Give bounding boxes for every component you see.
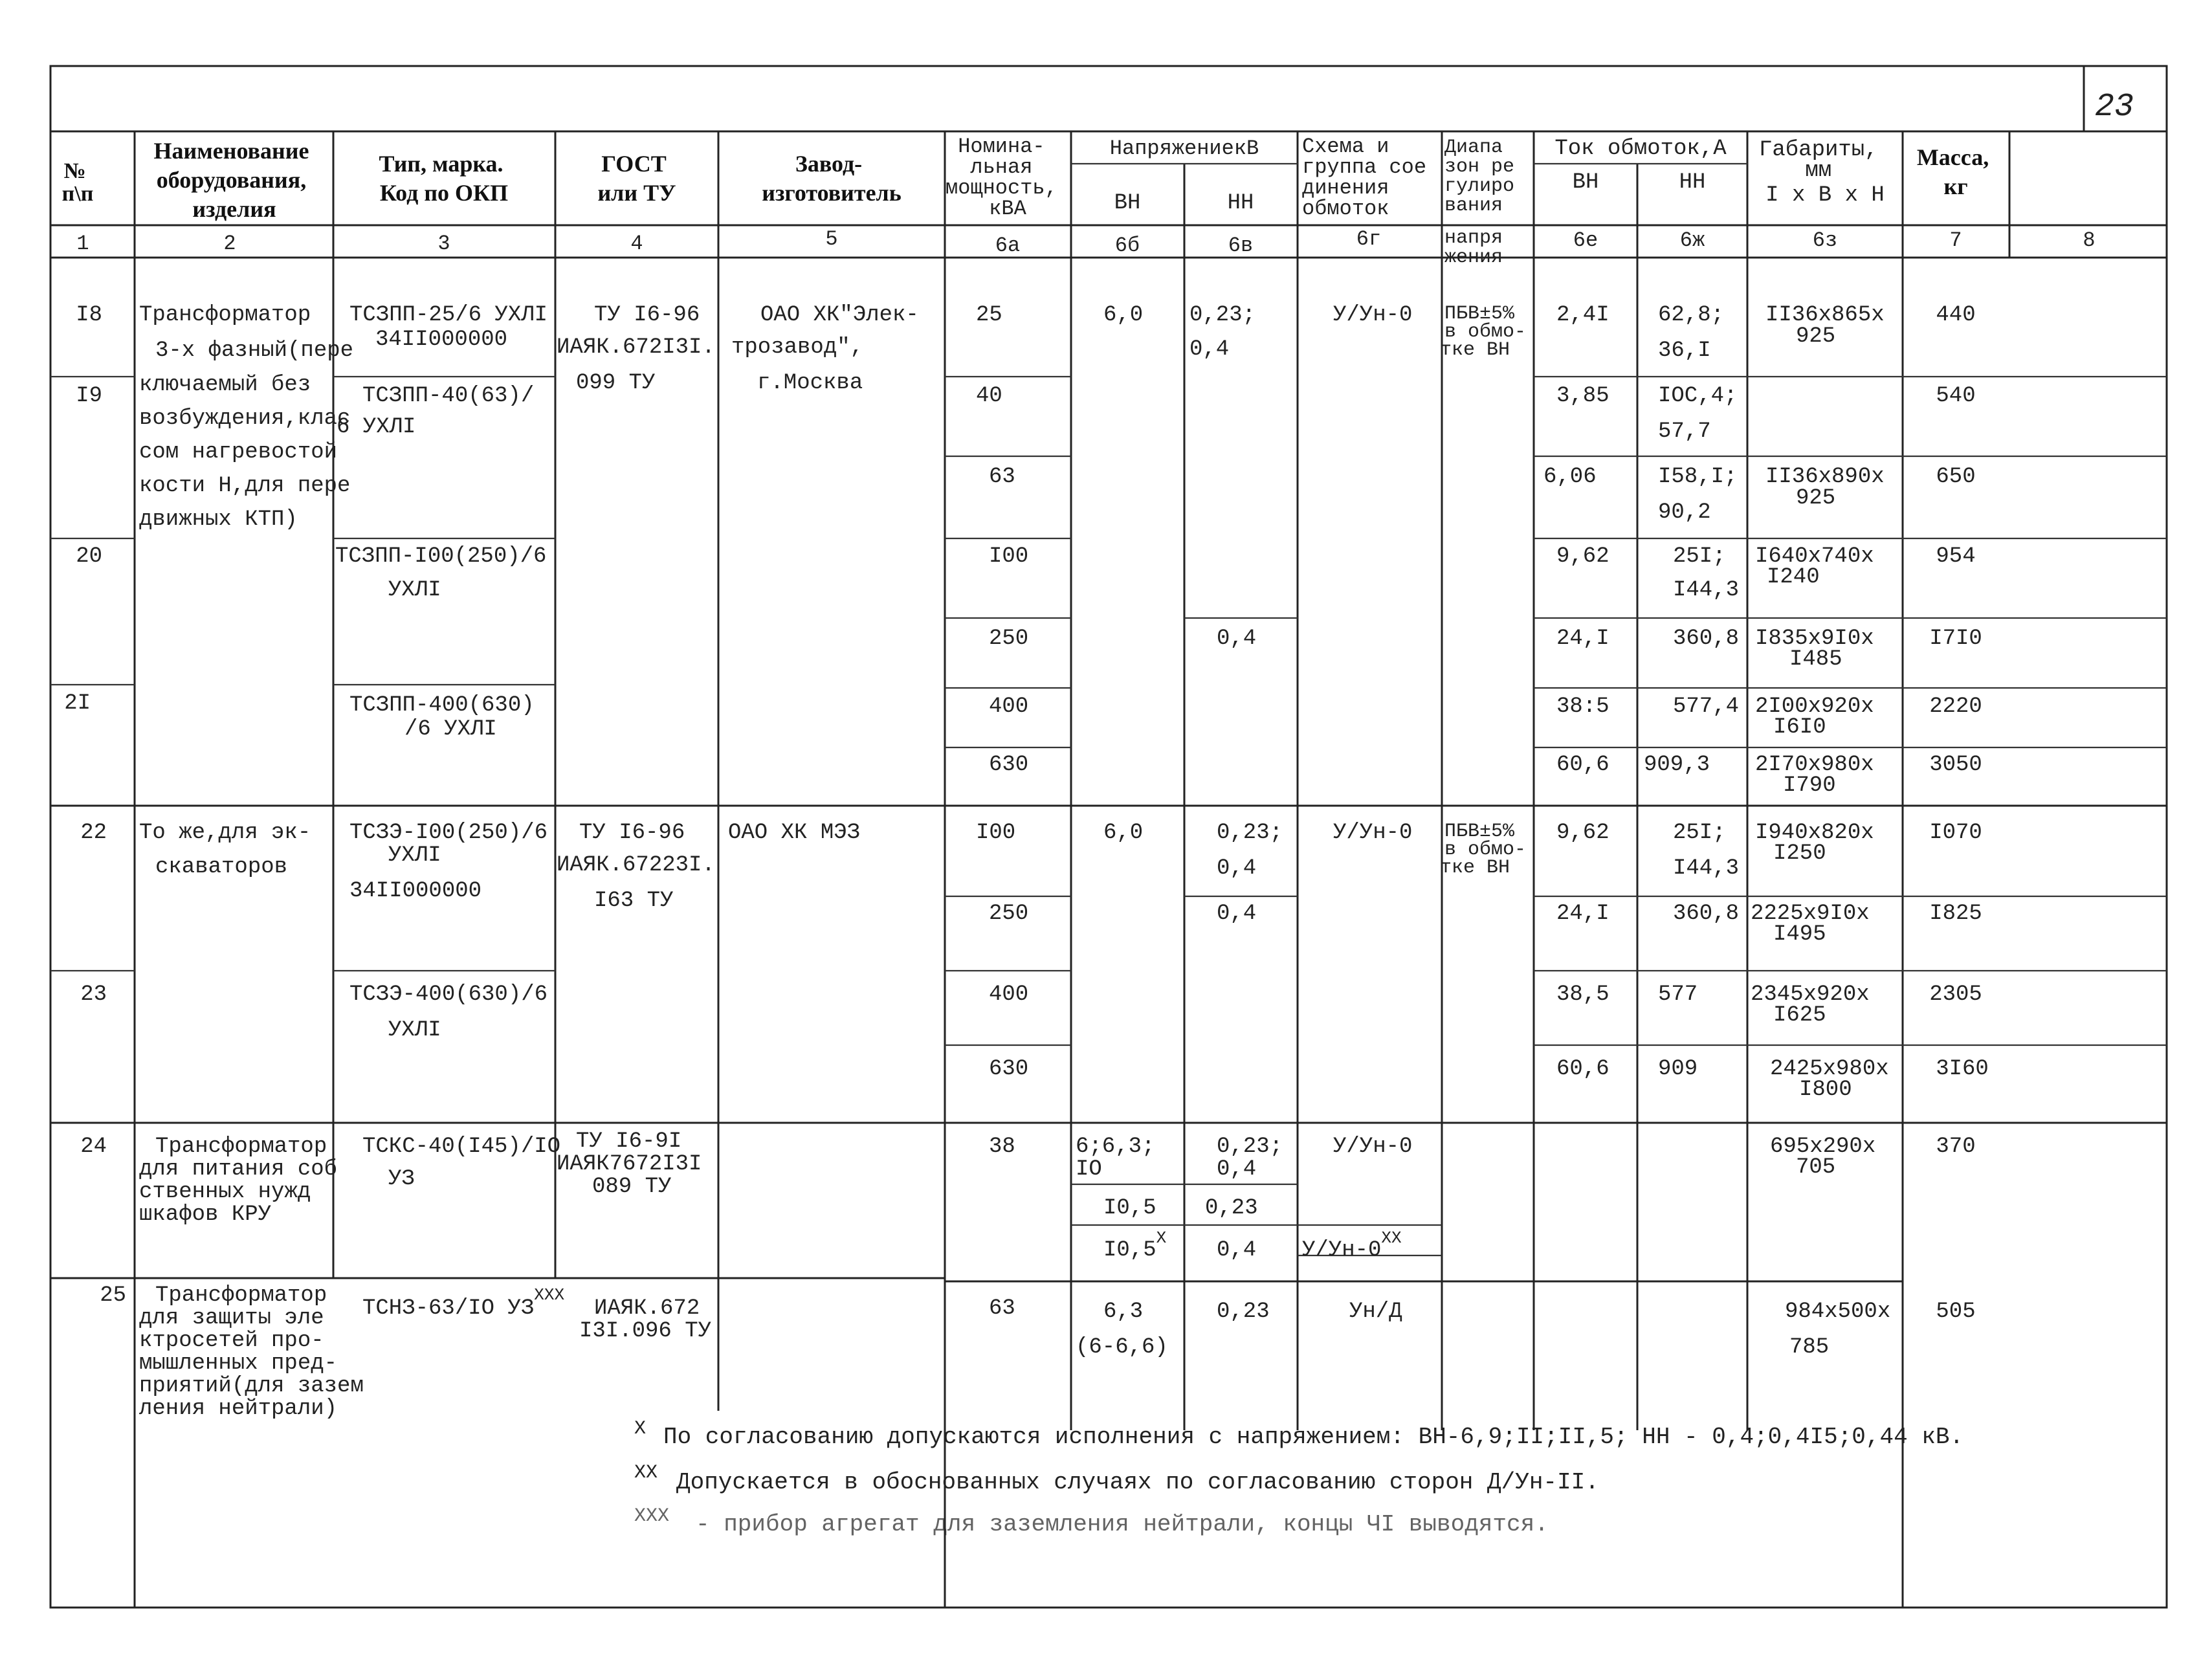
current-vn-values xyxy=(1543,303,1609,1081)
svg-text:I7I0: I7I0 xyxy=(1929,626,1982,651)
header-dims: Габариты, мм I х В х Н xyxy=(1758,138,1885,208)
scheme-a: У/Ун-0 xyxy=(1333,303,1413,327)
header-nn: НН xyxy=(1227,191,1254,216)
footnote-2: ХХ Допускается в обоснованных случаях по согласованию сторон Д/Ун-II. xyxy=(634,1462,1599,1496)
footnote-3: ХХХ - прибор агрегат для заземления нейтрали, концы ЧI выводятся. xyxy=(634,1505,1549,1538)
nn-b: 0,23; 0,4 xyxy=(1217,821,1283,881)
scheme-b: У/Ун-0 xyxy=(1333,821,1413,845)
range-b: ПБВ±5% в обмо-тке ВН xyxy=(1440,821,1527,879)
svg-text:38: 38 xyxy=(989,1134,1015,1159)
header-number: № п\п xyxy=(61,159,94,206)
svg-text:577: 577 xyxy=(1658,982,1698,1007)
vn-c: 6;6,3; IO xyxy=(1076,1134,1155,1182)
svg-text:250: 250 xyxy=(989,901,1029,926)
plant-a: ОАО ХК"Элек-трозавод", г.Москва xyxy=(731,303,919,395)
svg-text:24,I: 24,I xyxy=(1556,901,1609,926)
nn-a2: 0,4 xyxy=(1217,626,1257,651)
svg-text:I835х9I0хI485: I835х9I0х I485 xyxy=(1755,626,1874,672)
type-25: ТСНЗ-63/IO $УЗ^{ХХХ}$ xyxy=(362,1285,565,1321)
svg-text:6е: 6е xyxy=(1573,228,1598,252)
vn-c3: $I0,5^Х$ xyxy=(1103,1228,1167,1263)
gost-d: ИАЯК.672 I3I.096 ТУ xyxy=(579,1296,712,1343)
svg-text:6,06: 6,06 xyxy=(1543,465,1597,489)
svg-text:7: 7 xyxy=(1949,228,1962,252)
svg-text:2425х980хI800: 2425х980х I800 xyxy=(1770,1057,1889,1102)
svg-text:23: 23 xyxy=(80,982,107,1007)
svg-text:3I60: 3I60 xyxy=(1936,1057,1989,1081)
gost-c: ТУ I6-9I ИАЯК7672I3I 089 ТУ xyxy=(557,1129,702,1199)
svg-text:62,8;36,I: 62,8; 36,I xyxy=(1658,303,1725,363)
header-scheme: Схема и группа сое динения обмоток xyxy=(1302,135,1427,221)
type-23: ТСЗЭ-400(630)/6 УХЛI xyxy=(349,982,548,1043)
svg-text:60,6: 60,6 xyxy=(1556,753,1609,777)
scheme-d: Ун/Д xyxy=(1349,1299,1402,1324)
svg-text:40: 40 xyxy=(976,384,1002,408)
type-19: ТСЗПП-40(63)/ 6 УХЛI xyxy=(337,384,535,439)
svg-text:I00: I00 xyxy=(976,821,1016,845)
svg-text:II36х865х925: II36х865х 925 xyxy=(1765,303,1885,349)
svg-text:I8: I8 xyxy=(76,303,102,327)
header-current-vn: ВН xyxy=(1572,170,1599,195)
svg-text:505: 505 xyxy=(1936,1299,1976,1324)
range-a: ПБВ±5% в обмо-тке ВН xyxy=(1440,303,1527,361)
page-number: 23 xyxy=(2095,89,2134,126)
header-name: Наименование оборудования, изделия xyxy=(153,138,309,222)
type-24: ТСКС-40(I45)/IO УЗ xyxy=(362,1134,561,1191)
svg-text:6б: 6б xyxy=(1114,234,1140,258)
svg-text:25: 25 xyxy=(100,1283,126,1308)
svg-text:38,5: 38,5 xyxy=(1556,982,1609,1007)
svg-text:440: 440 xyxy=(1936,303,1976,327)
svg-text:2I: 2I xyxy=(64,691,91,716)
nn-b2: 0,4 xyxy=(1217,901,1257,926)
plant-b: ОАО ХК МЭЗ xyxy=(728,821,861,845)
current-nn-values xyxy=(1644,303,1739,1081)
svg-text:984х500х785: 984х500х 785 xyxy=(1785,1299,1891,1360)
svg-text:20: 20 xyxy=(76,544,102,569)
header-vn: ВН xyxy=(1114,191,1141,216)
svg-text:4: 4 xyxy=(630,232,643,256)
svg-text:25I;I44,3: 25I; I44,3 xyxy=(1673,821,1740,881)
svg-text:2345х920хI625: 2345х920х I625 xyxy=(1751,982,1870,1028)
svg-text:400: 400 xyxy=(989,982,1029,1007)
svg-text:909: 909 xyxy=(1658,1057,1698,1081)
svg-text:954: 954 xyxy=(1936,544,1976,569)
svg-text:695х290х705: 695х290х 705 xyxy=(1770,1134,1876,1180)
svg-text:63: 63 xyxy=(989,1296,1015,1321)
scheme-c: У/Ун-0 xyxy=(1333,1134,1413,1159)
svg-text:360,8: 360,8 xyxy=(1673,626,1740,651)
table-header xyxy=(62,135,1995,269)
svg-text:I070: I070 xyxy=(1929,821,1982,845)
svg-text:9,62: 9,62 xyxy=(1556,821,1609,845)
svg-text:360,8: 360,8 xyxy=(1673,901,1740,926)
footnotes xyxy=(634,1414,1963,1538)
svg-text:400: 400 xyxy=(989,694,1029,719)
svg-text:3,85: 3,85 xyxy=(1556,384,1609,408)
svg-text:22: 22 xyxy=(80,821,107,845)
svg-text:3: 3 xyxy=(437,232,450,256)
svg-text:8: 8 xyxy=(2083,228,2096,252)
svg-text:3050: 3050 xyxy=(1929,753,1982,777)
svg-text:24: 24 xyxy=(80,1134,107,1159)
vn-c2: I0,5 xyxy=(1103,1196,1156,1221)
svg-text:370: 370 xyxy=(1936,1134,1976,1159)
nn-d: 0,23 xyxy=(1217,1299,1270,1324)
svg-text:6ж: 6ж xyxy=(1679,228,1705,252)
name-excavators: То же,для эк- скаваторов xyxy=(139,821,311,879)
svg-text:2220: 2220 xyxy=(1929,694,1982,719)
nn-c3: 0,4 xyxy=(1217,1238,1257,1263)
header-gost: ГОСТ или ТУ xyxy=(597,151,676,206)
svg-text:I58,I;90,2: I58,I; 90,2 xyxy=(1658,465,1738,525)
vn-b: 6,0 xyxy=(1103,821,1144,845)
dims-values xyxy=(1751,303,1890,1360)
name-grounding-transformer: Трансформатор для защиты эле ктросетей про- мышленных пред- приятий(для зазем ления нейтрали) xyxy=(139,1283,364,1421)
type-20: ТСЗПП-I00(250)/6 УХЛI xyxy=(335,544,547,602)
svg-text:5: 5 xyxy=(825,227,838,251)
svg-text:9,62: 9,62 xyxy=(1556,544,1609,569)
svg-text:540: 540 xyxy=(1936,384,1976,408)
svg-text:I825: I825 xyxy=(1929,901,1982,926)
svg-text:2,4I: 2,4I xyxy=(1556,303,1609,327)
svg-text:650: 650 xyxy=(1936,465,1976,489)
svg-text:2225х9I0хI495: 2225х9I0х I495 xyxy=(1751,901,1870,947)
header-current: Ток обмоток,А xyxy=(1554,137,1727,161)
svg-text:24,I: 24,I xyxy=(1556,626,1609,651)
svg-text:2: 2 xyxy=(223,232,236,256)
svg-text:6а: 6а xyxy=(995,234,1021,258)
header-range: Диапа зон ре гулиро вания напря жения xyxy=(1444,137,1515,269)
svg-text:2I70х980хI790: 2I70х980х I790 xyxy=(1755,753,1874,798)
svg-text:I9: I9 xyxy=(76,384,102,408)
vn-d: 6,3 (6-6,6) xyxy=(1076,1299,1168,1360)
svg-text:2I00х920хI6I0: 2I00х920х I6I0 xyxy=(1755,694,1874,740)
svg-text:38:5: 38:5 xyxy=(1556,694,1609,719)
svg-text:I940х820хI250: I940х820х I250 xyxy=(1755,821,1874,866)
vn-a: 6,0 xyxy=(1103,303,1144,327)
nn-a: 0,23; 0,4 xyxy=(1189,303,1256,362)
gost-a: ТУ I6-96 ИАЯК.672I3I. 099 ТУ xyxy=(557,303,715,395)
svg-text:250: 250 xyxy=(989,626,1029,651)
svg-text:25: 25 xyxy=(976,303,1002,327)
header-voltage: НапряжениекВ xyxy=(1109,137,1259,160)
svg-text:63: 63 xyxy=(989,465,1015,489)
svg-text:2305: 2305 xyxy=(1929,982,1982,1007)
svg-text:630: 630 xyxy=(989,753,1029,777)
header-plant: Завод- изготовитель xyxy=(762,151,901,206)
table-body xyxy=(64,303,1989,1421)
type-18: ТСЗПП-25/6 УХЛI 34II000000 xyxy=(349,303,548,352)
header-power: Номина- льная мощность, кВА xyxy=(945,135,1057,221)
svg-text:1: 1 xyxy=(76,232,89,256)
header-type: Тип, марка. Код по ОКП xyxy=(379,151,509,206)
svg-text:6г: 6г xyxy=(1356,227,1382,251)
svg-text:577,4: 577,4 xyxy=(1673,694,1740,719)
svg-text:I00: I00 xyxy=(989,544,1029,569)
footnote-1: Х По согласованию допускаются исполнения с напряжением: ВН-6,9;II;II,5; НН - 0,4;0,4I5;0,44 кВ. xyxy=(634,1418,1964,1450)
name-kru-transformer: Трансформатор для питания соб ственных нужд шкафов КРУ xyxy=(139,1134,338,1227)
header-mass: Масса, кг xyxy=(1916,144,1989,199)
svg-text:630: 630 xyxy=(989,1057,1029,1081)
column-numbers xyxy=(76,227,2095,258)
svg-text:60,6: 60,6 xyxy=(1556,1057,1609,1081)
type-22: ТСЗЭ-I00(250)/6 УХЛI 34II000000 xyxy=(349,821,548,903)
svg-text:909,3: 909,3 xyxy=(1644,753,1710,777)
gost-b: ТУ I6-96 ИАЯК.67223I. I63 ТУ xyxy=(557,821,715,913)
svg-text:IOC,4;57,7: IOC,4; 57,7 xyxy=(1658,384,1738,444)
type-21: ТСЗПП-400(630) /6 УХЛI xyxy=(349,693,535,742)
svg-text:II36х890х925: II36х890х 925 xyxy=(1765,465,1885,511)
svg-text:I640х740хI240: I640х740х I240 xyxy=(1755,544,1874,590)
header-current-nn: НН xyxy=(1679,170,1706,195)
svg-text:25I;I44,3: 25I; I44,3 xyxy=(1673,544,1740,602)
name-transformer-3phase: Трансформатор 3-х фазный(пере ключаемый без возбуждения,клас сом нагревостой кости Н,для пере движных КТП) xyxy=(139,303,354,532)
nn-c: 0,23; 0,4 xyxy=(1217,1134,1283,1182)
nn-c2: 0,23 xyxy=(1205,1196,1258,1221)
svg-text:6в: 6в xyxy=(1228,234,1254,258)
svg-text:6з: 6з xyxy=(1812,228,1838,252)
scheme-c3: $У/Ун-0^{ХХ}$ xyxy=(1302,1228,1402,1263)
